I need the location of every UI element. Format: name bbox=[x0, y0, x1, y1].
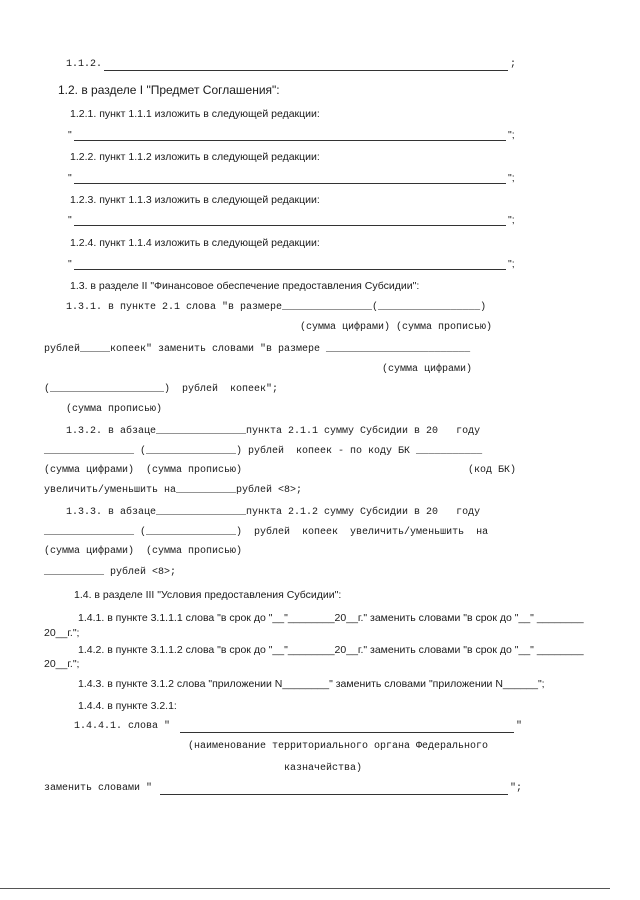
caption-amount-digits: (сумма цифрами) bbox=[382, 364, 473, 375]
quote-open-1-2-2: " bbox=[68, 172, 72, 184]
clause-1-4-4-1: 1.4.4.1. слова " bbox=[74, 721, 171, 732]
caption-treasury-body: (наименование территориального органа Федерального bbox=[188, 741, 489, 752]
clause-1-3-1: 1.3.1. в пункте 2.1 слова "в размере_______________(_________________) bbox=[66, 302, 487, 313]
clause-1-3-2-amount: _______________ (_______________) рублей копеек - по коду БК ___________ bbox=[44, 446, 483, 457]
clause-1-2-4: 1.2.4. пункт 1.1.4 изложить в следующей редакции: bbox=[70, 237, 320, 249]
clause-1-3-3: 1.3.3. в абзаце_______________пункта 2.1.2 сумму Субсидии в 20 году bbox=[66, 507, 481, 518]
section-1-2-heading: 1.2. в разделе I "Предмет Соглашения": bbox=[58, 83, 280, 97]
caption-amount-1-3-1: (сумма цифрами) (сумма прописью) bbox=[300, 322, 493, 333]
blank-line-1-2-1 bbox=[74, 140, 506, 141]
blank-line-1-1-2 bbox=[104, 70, 508, 71]
quote-close-1-2-3: "; bbox=[508, 214, 515, 226]
section-1-3-heading: 1.3. в разделе II "Финансовое обеспечение предоставления Субсидии": bbox=[70, 280, 420, 292]
blank-line-1-4-4-1-replace bbox=[160, 794, 508, 795]
clause-1-1-2-label: 1.1.2. bbox=[66, 59, 103, 70]
blank-line-1-4-4-1 bbox=[180, 732, 514, 733]
caption-amount-1-3-2: (сумма цифрами) (сумма прописью) bbox=[44, 465, 243, 476]
blank-line-1-2-2 bbox=[74, 183, 506, 184]
quote-close-1-4-4-1-replace: "; bbox=[510, 783, 523, 794]
quote-open-1-2-1: " bbox=[68, 129, 72, 141]
clause-1-3-3-rubles: __________ рублей <8>; bbox=[44, 567, 177, 578]
caption-treasury-body-cont: казначейства) bbox=[284, 763, 363, 774]
blank-line-1-2-3 bbox=[74, 225, 506, 226]
quote-open-1-2-3: " bbox=[68, 214, 72, 226]
quote-open-1-2-4: " bbox=[68, 258, 72, 270]
blank-line-1-2-4 bbox=[74, 269, 506, 270]
clause-1-1-2-end: ; bbox=[510, 59, 517, 70]
clause-1-4-4-1-replace: заменить словами " bbox=[44, 783, 153, 794]
caption-amount-1-3-3: (сумма цифрами) (сумма прописью) bbox=[44, 546, 243, 557]
clause-1-4-4: 1.4.4. в пункте 3.2.1: bbox=[78, 700, 177, 712]
clause-1-3-2-change: увеличить/уменьшить на__________рублей <8>; bbox=[44, 485, 303, 496]
clause-1-4-2: 1.4.2. в пункте 3.1.1.2 слова "в срок до "__"________20__г." заменить словами "в срок до "__" ________ bbox=[78, 644, 584, 656]
caption-amount-words: (сумма прописью) bbox=[66, 404, 163, 415]
clause-1-2-2: 1.2.2. пункт 1.1.2 изложить в следующей редакции: bbox=[70, 151, 320, 163]
quote-close-1-4-4-1: " bbox=[516, 721, 523, 732]
quote-close-1-2-2: "; bbox=[508, 172, 515, 184]
clause-1-2-3: 1.2.3. пункт 1.1.3 изложить в следующей редакции: bbox=[70, 194, 320, 206]
quote-close-1-2-4: "; bbox=[508, 258, 515, 270]
clause-1-4-1-cont: 20__г."; bbox=[44, 627, 80, 639]
section-1-4-heading: 1.4. в разделе III "Условия предоставления Субсидии": bbox=[74, 589, 342, 601]
clause-1-3-1-replace: рублей_____копеек" заменить словами "в размере ________________________ bbox=[44, 344, 471, 355]
caption-bk-code: (код БК) bbox=[468, 465, 517, 476]
clause-1-4-3: 1.4.3. в пункте 3.1.2 слова "приложении N________" заменить словами "приложении N______"; bbox=[78, 678, 545, 690]
clause-1-3-2: 1.3.2. в абзаце_______________пункта 2.1.1 сумму Субсидии в 20 году bbox=[66, 426, 481, 437]
clause-1-2-1: 1.2.1. пункт 1.1.1 изложить в следующей редакции: bbox=[70, 108, 320, 120]
clause-1-3-3-amount: _______________ (_______________) рублей копеек увеличить/уменьшить на bbox=[44, 527, 489, 538]
clause-1-3-1-words: (___________________) рублей копеек"; bbox=[44, 384, 279, 395]
clause-1-4-1: 1.4.1. в пункте 3.1.1.1 слова "в срок до "__"________20__г." заменить словами "в срок до "__" ________ bbox=[78, 612, 584, 624]
clause-1-4-2-cont: 20__г."; bbox=[44, 658, 80, 670]
page-bottom-border bbox=[0, 888, 610, 889]
quote-close-1-2-1: "; bbox=[508, 129, 515, 141]
